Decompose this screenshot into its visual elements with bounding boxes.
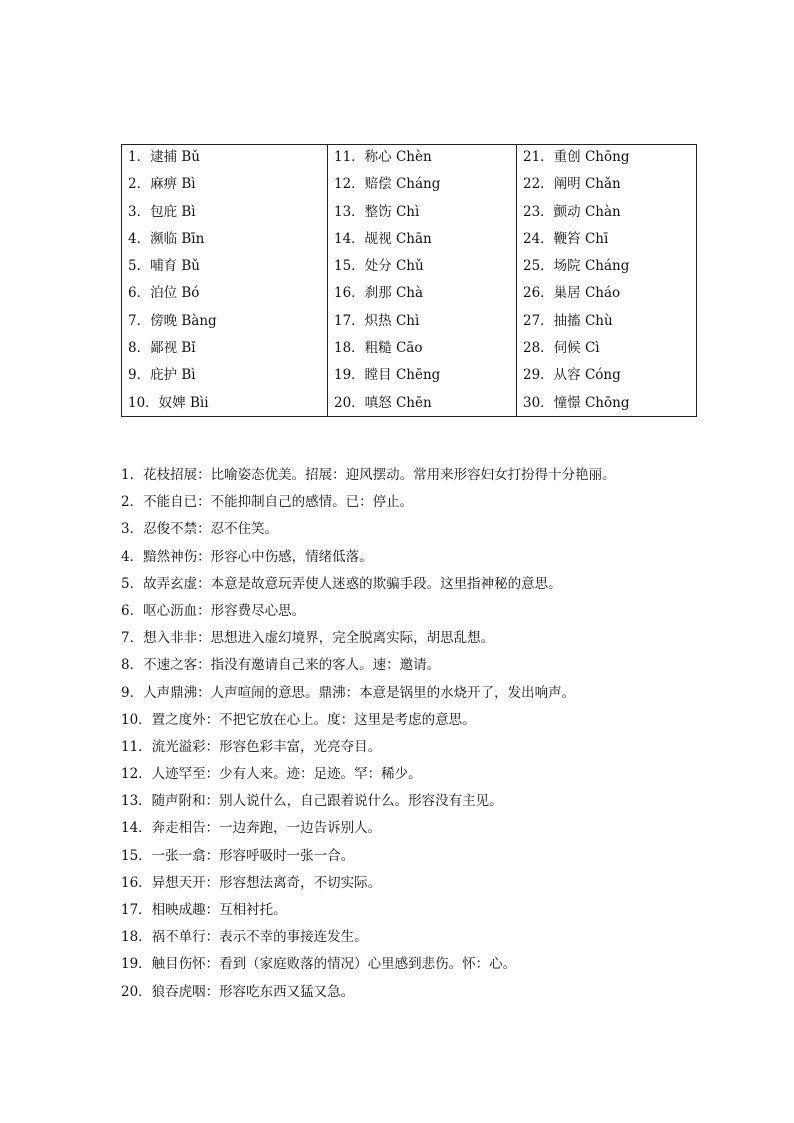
table-cell: 11．称心 Chèn [334, 149, 432, 165]
list-item: 12．人迹罕至：少有人来。迹：足迹。罕：稀少。 [121, 766, 422, 783]
table-cell: 4．濒临 Bīn [128, 230, 205, 247]
list-item: 1．花枝招展：比喻姿态优美。招展：迎风摆动。常用来形容妇女打扮得十分艳丽。 [121, 467, 616, 483]
table-cell: 24．鞭笞 Chī [523, 230, 609, 247]
table-cell: 14．觇视 Chān [334, 230, 432, 247]
list-item: 18．祸不单行：表示不幸的事接连发生。 [121, 929, 368, 946]
table-cell: 12．赔偿 Cháng [334, 176, 441, 193]
list-item: 2．不能自已：不能抑制自己的感情。已：停止。 [121, 494, 414, 511]
table-cell: 25．场院 Cháng [523, 258, 630, 275]
table-cell: 5．哺育 Bǔ [128, 258, 200, 275]
list-item: 5．故弄玄虚：本意是故意玩弄使人迷惑的欺骗手段。这里指神秘的意思。 [121, 575, 562, 592]
table-cell: 3．包庇 Bì [128, 203, 196, 220]
table-cell: 16．刹那 Chà [334, 285, 424, 302]
table-cell: 10．奴婢 Bìi [128, 394, 209, 411]
table-cell: 20．嗔怒 Chēn [334, 394, 432, 411]
list-item: 19．触目伤怀：看到（家庭败落的情况）心里感到悲伤。怀：心。 [121, 956, 517, 973]
idiom-definitions-list [121, 464, 721, 1008]
list-item: 6．呕心沥血：形容费尽心思。 [121, 602, 306, 619]
table-cell: 15．处分 Chǔ [334, 258, 424, 275]
table-cell: 21．重创 Chōng [523, 149, 630, 165]
table-cell: 6．泊位 Bó [128, 285, 200, 302]
table-cell: 2．麻痹 Bì [128, 176, 196, 193]
table-cell: 30．憧憬 Chōng [523, 394, 630, 411]
list-item: 14．奔走相告：一边奔跑，一边告诉别人。 [121, 820, 382, 837]
table-cell: 22．阐明 Chǎn [523, 176, 621, 193]
list-item: 9．人声鼎沸：人声喧闹的意思。鼎沸：本意是锅里的水烧开了，发出响声。 [121, 684, 576, 701]
table-column-2 [328, 145, 517, 416]
list-item: 3．忍俊不禁：忍不住笑。 [121, 521, 279, 538]
list-item: 15．一张一翕：形容呼吸时一张一合。 [121, 847, 355, 864]
list-item: 7．想入非非：思想进入虚幻境界，完全脱离实际，胡思乱想。 [121, 630, 495, 647]
list-item: 4．黯然神伤：形容心中伤感，情绪低落。 [121, 548, 373, 565]
table-cell: 27．抽搐 Chù [523, 312, 613, 329]
list-item: 17．相映成趣：互相衬托。 [121, 902, 287, 918]
list-item: 10．置之度外：不把它放在心上。度：这里是考虑的意思。 [121, 711, 476, 728]
table-cell: 7．傍晚 Bàng [128, 312, 217, 329]
table-cell: 8．鄙视 Bǐ [128, 340, 196, 357]
list-item: 8．不速之客：指没有邀请自己来的客人。速：邀请。 [121, 657, 441, 674]
table-cell: 28．伺候 Cì [523, 340, 600, 357]
table-cell: 18．粗糙 Cāo [334, 340, 423, 357]
table-cell: 29．从容 Cóng [523, 367, 621, 384]
table-cell: 9．庇护 Bì [128, 367, 196, 384]
table-cell: 17．炽热 Chì [334, 312, 420, 329]
table-column-1 [122, 145, 328, 416]
list-item: 11．流光溢彩：形容色彩丰富，光亮夺目。 [121, 738, 382, 755]
table-cell: 1．逮捕 Bǔ [128, 149, 200, 165]
table-cell: 13．整饬 Chì [334, 203, 420, 220]
table-cell: 26．巢居 Cháo [523, 285, 621, 302]
list-item: 16．异想天开：形容想法离奇，不切实际。 [121, 874, 382, 891]
table-cell: 23．颤动 Chàn [523, 203, 621, 220]
table-column-3 [517, 145, 696, 416]
list-item: 13．随声附和：别人说什么，自己跟着说什么。形容没有主见。 [121, 793, 503, 810]
list-item: 20．狼吞虎咽：形容吃东西又猛又急。 [121, 983, 355, 1000]
pinyin-vocabulary-table [121, 144, 697, 417]
table-cell: 19．瞠目 Chēng [334, 367, 441, 384]
